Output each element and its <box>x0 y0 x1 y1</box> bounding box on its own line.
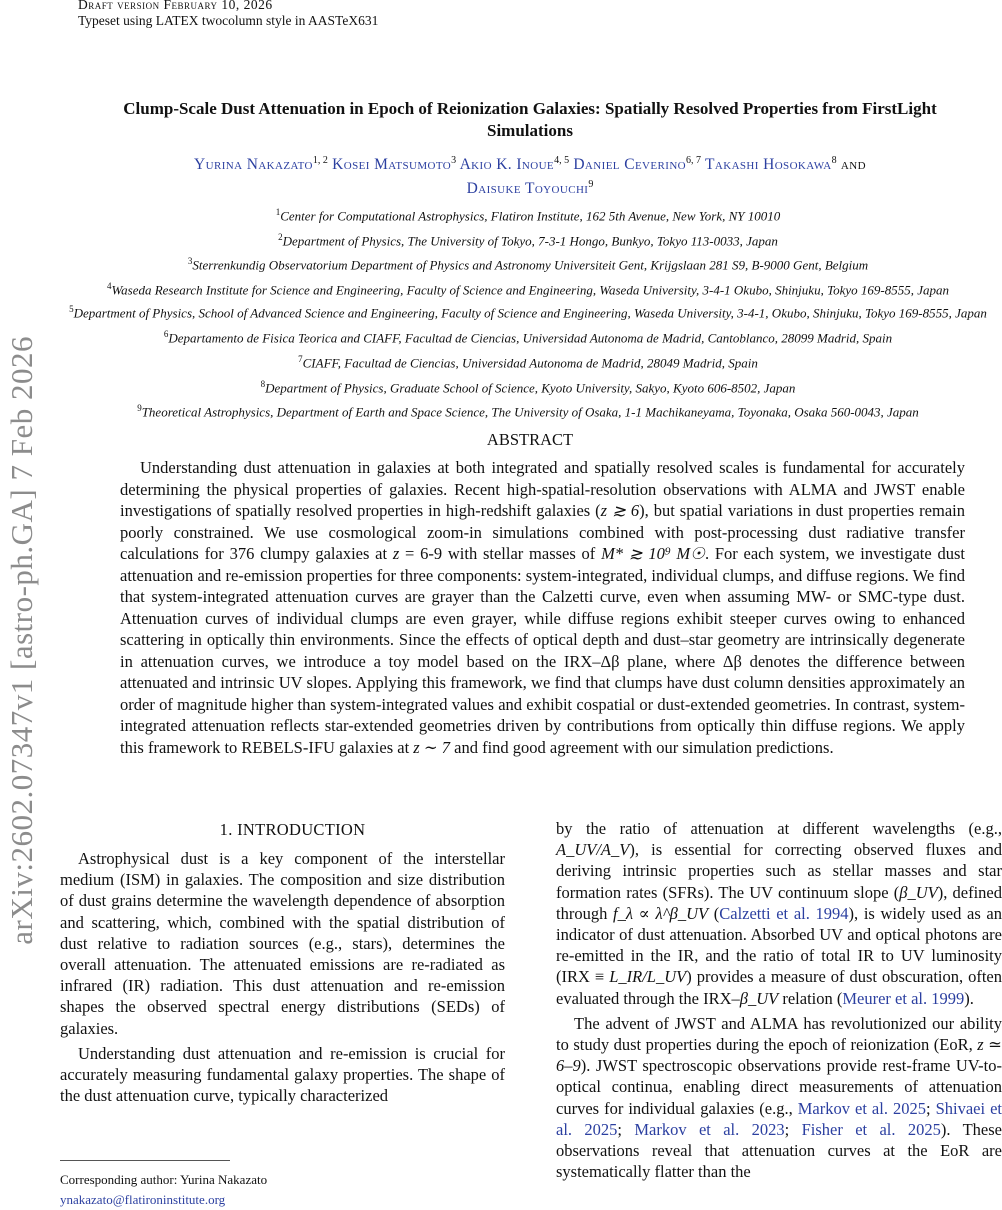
corresponding-author: Corresponding author: Yurina Nakazato <box>60 1172 268 1187</box>
draft-version-header: Draft version February 10, 2026 <box>78 0 273 12</box>
paragraph: Astrophysical dust is a key component of the interstellar medium (ISM) in galaxies. The composition and size distribution of dust grains determine the wavelength dependence of absorption and scattering, which, combined with the spatial distribution of dust relative to radiation sources (e.g., stars), determines the overall attenuation. The attenuated emissions are re-radiated as infrared (IR) radiation. This dust attenuation and re-emission shapes the observed spectral energy distributions (SEDs) of galaxies. <box>60 849 505 1038</box>
right-column <box>556 818 1002 1186</box>
affiliation: $^4$Waseda Research Institute for Science and Engineering, Faculty of Science and Engineering, Waseda University, 3-4-1 Okubo, Shinjuku, Tokyo 169-8555, Japan <box>107 280 949 297</box>
paragraph: Understanding dust attenuation and re-emission is crucial for accurately measuring fundamental galaxy properties. The shape of the dust attenuation curve, typically characterized <box>60 1043 505 1106</box>
author-link[interactable]: Yurina Nakazato <box>194 156 313 174</box>
affiliation: $^8$Department of Physics, Graduate School of Science, Kyoto University, Sakyo, Kyoto 606-8502, Japan <box>260 378 796 395</box>
author-link[interactable]: Takashi Hosokawa <box>705 156 832 174</box>
author-link[interactable]: Daniel Ceverino <box>573 156 687 174</box>
paragraph: by the ratio of attenuation at different wavelengths (e.g., A_UV/A_V), is essential for correcting observed fluxes and deriving intrinsic properties such as stellar masses and star formation rates (SFRs). The UV continuum slope (β_UV), defined through f_λ ∝ λ^β_UV (Calzetti et al. 1994), is widely used as an indicator of dust attenuation. Absorbed UV and optical photons are re-emitted in the IR, and the ratio of total IR to UV luminosity (IRX ≡ L_IR/L_UV) provides a measure of dust obscuration, often evaluated through the IRX–β_UV relation (Meurer et al. 1999). <box>556 819 1002 1008</box>
affiliation: $^6$Departamento de Fisica Teorica and CIAFF, Facultad de Ciencias, Universidad Autonoma de Madrid, Cantoblanco, 28099 Madrid, Spain <box>163 329 893 346</box>
citation-link[interactable]: Markov et al. 2025 <box>797 1098 926 1118</box>
paper-title: Clump-Scale Dust Attenuation in Epoch of Reionization Galaxies: Spatially Resolved Properties from FirstLight Simulations <box>123 99 937 140</box>
citation-link[interactable]: Markov et al. 2023 <box>634 1119 785 1139</box>
affiliation: $^1$Center for Computational Astrophysics, Flatiron Institute, 162 5th Avenue, New York, NY 10010 <box>275 207 781 224</box>
affiliation: $^3$Sterrenkundig Observatorium Department of Physics and Astronomy Universiteit Gent, Krijgslaan 281 S9, B-9000 Gent, Belgium <box>187 256 869 273</box>
footnote-rule <box>60 1160 230 1161</box>
affiliation: $^2$Department of Physics, The University of Tokyo, 7-3-1 Hongo, Bunkyo, Tokyo 113-0033, Japan <box>278 231 778 248</box>
citation-link[interactable]: Shivaei et al. 2025 <box>556 1098 1002 1139</box>
abstract-heading: ABSTRACT <box>486 430 574 449</box>
abstract-body: Understanding dust attenuation in galaxies at both integrated and spatially resolved scales is fundamental for accurately determining the physical properties of galaxies. Recent high-spatial-resolution observations with ALMA and JWST enable investigations of spatially resolved properties in high-redshift galaxies (z ≳ 6), but spatial variations in dust properties remain poorly constrained. We use cosmological zoom-in simulations combined with post-processing dust radiative transfer calculations for 376 clumpy galaxies at z = 6-9 with stellar masses of M* ≳ 10⁹ M☉. For each system, we investigate dust attenuation and re-emission properties for three components: system-integrated, individual clumps, and diffuse regions. We find that system-integrated attenuation curves are grayer than the Calzetti curve, even when assuming MW- or SMC-type dust. Attenuation curves of individual clumps are even grayer, while diffuse regions exhibit steeper curves owing to enhanced scattering in optically thin environments. Since the effects of optical depth and dust–star geometry are intrinsically degenerate in attenuation curves, we introduce a toy model based on the IRX–Δβ plane, where Δβ denotes the difference between attenuated and intrinsic UV slopes. Applying this framework, we find that clumps have dust column densities approximately an order of magnitude higher than system-integrated values and exhibit cospatial or dust-extended geometries. In contrast, system-integrated attenuation reflects star-extended geometries driven by contributions from optically thin diffuse regions. We apply this framework to REBELS-IFU galaxies at z ∼ 7 and find good agreement with our simulation predictions. <box>120 458 965 757</box>
affiliation-list <box>48 202 1002 423</box>
typeset-line: Typeset using LATEX twocolumn style in AASTeX631 <box>78 13 379 28</box>
section-heading-introduction: 1. INTRODUCTION <box>219 820 366 839</box>
affiliation: $^7$CIAFF, Facultad de Ciencias, Universidad Autonoma de Madrid, 28049 Madrid, Spain <box>298 353 758 371</box>
arxiv-stamp: arXiv:2602.07347v1 [astro-ph.GA] 7 Feb 2026 <box>4 335 39 945</box>
citation-link[interactable]: Calzetti et al. 1994 <box>719 903 849 923</box>
left-column <box>60 848 505 1110</box>
affiliation: $^9$Theoretical Astrophysics, Department of Earth and Space Science, The University of Osaka, 1-1 Machikaneyama, Toyonaka, Osaka 560-0043, Japan <box>137 403 919 420</box>
citation-link[interactable]: Fisher et al. 2025 <box>801 1119 941 1139</box>
citation-link[interactable]: Meurer et al. 1999 <box>842 988 965 1008</box>
author-link[interactable]: Kosei Matsumoto <box>332 156 452 174</box>
affiliation: $^5$Department of Physics, School of Advanced Science and Engineering, Faculty of Science and Engineering, Waseda University, 3-4-1, Okubo, Shinjuku, Tokyo 169-8555, Japan <box>69 304 987 321</box>
author-link[interactable]: Akio K. Inoue <box>459 156 555 174</box>
footnote <box>60 1170 267 1210</box>
author-list: Yurina Nakazato$^{1, 2}$ Kosei Matsumoto$^3$ Akio K. Inoue$^{4, 5}$ Daniel Ceverino$^{6, 7}$ Takashi Hosokawa$^8$ and Daisuke Toyouchi$^9$ <box>194 155 866 198</box>
email-link[interactable]: ynakazato@flatironinstitute.org <box>60 1192 226 1207</box>
paragraph: The advent of JWST and ALMA has revolutionized our ability to study dust properties during the epoch of reionization (EoR, z ≃ 6–9). JWST spectroscopic observations provide rest-frame UV-to-optical continua, enabling direct measurements of attenuation curves for individual galaxies (e.g., Markov et al. 2025; Shivaei et al. 2025; Markov et al. 2023; Fisher et al. 2025). These observations reveal that attenuation curves at the EoR are systematically flatter than the <box>556 1013 1002 1182</box>
author-link[interactable]: Daisuke Toyouchi <box>466 180 589 198</box>
